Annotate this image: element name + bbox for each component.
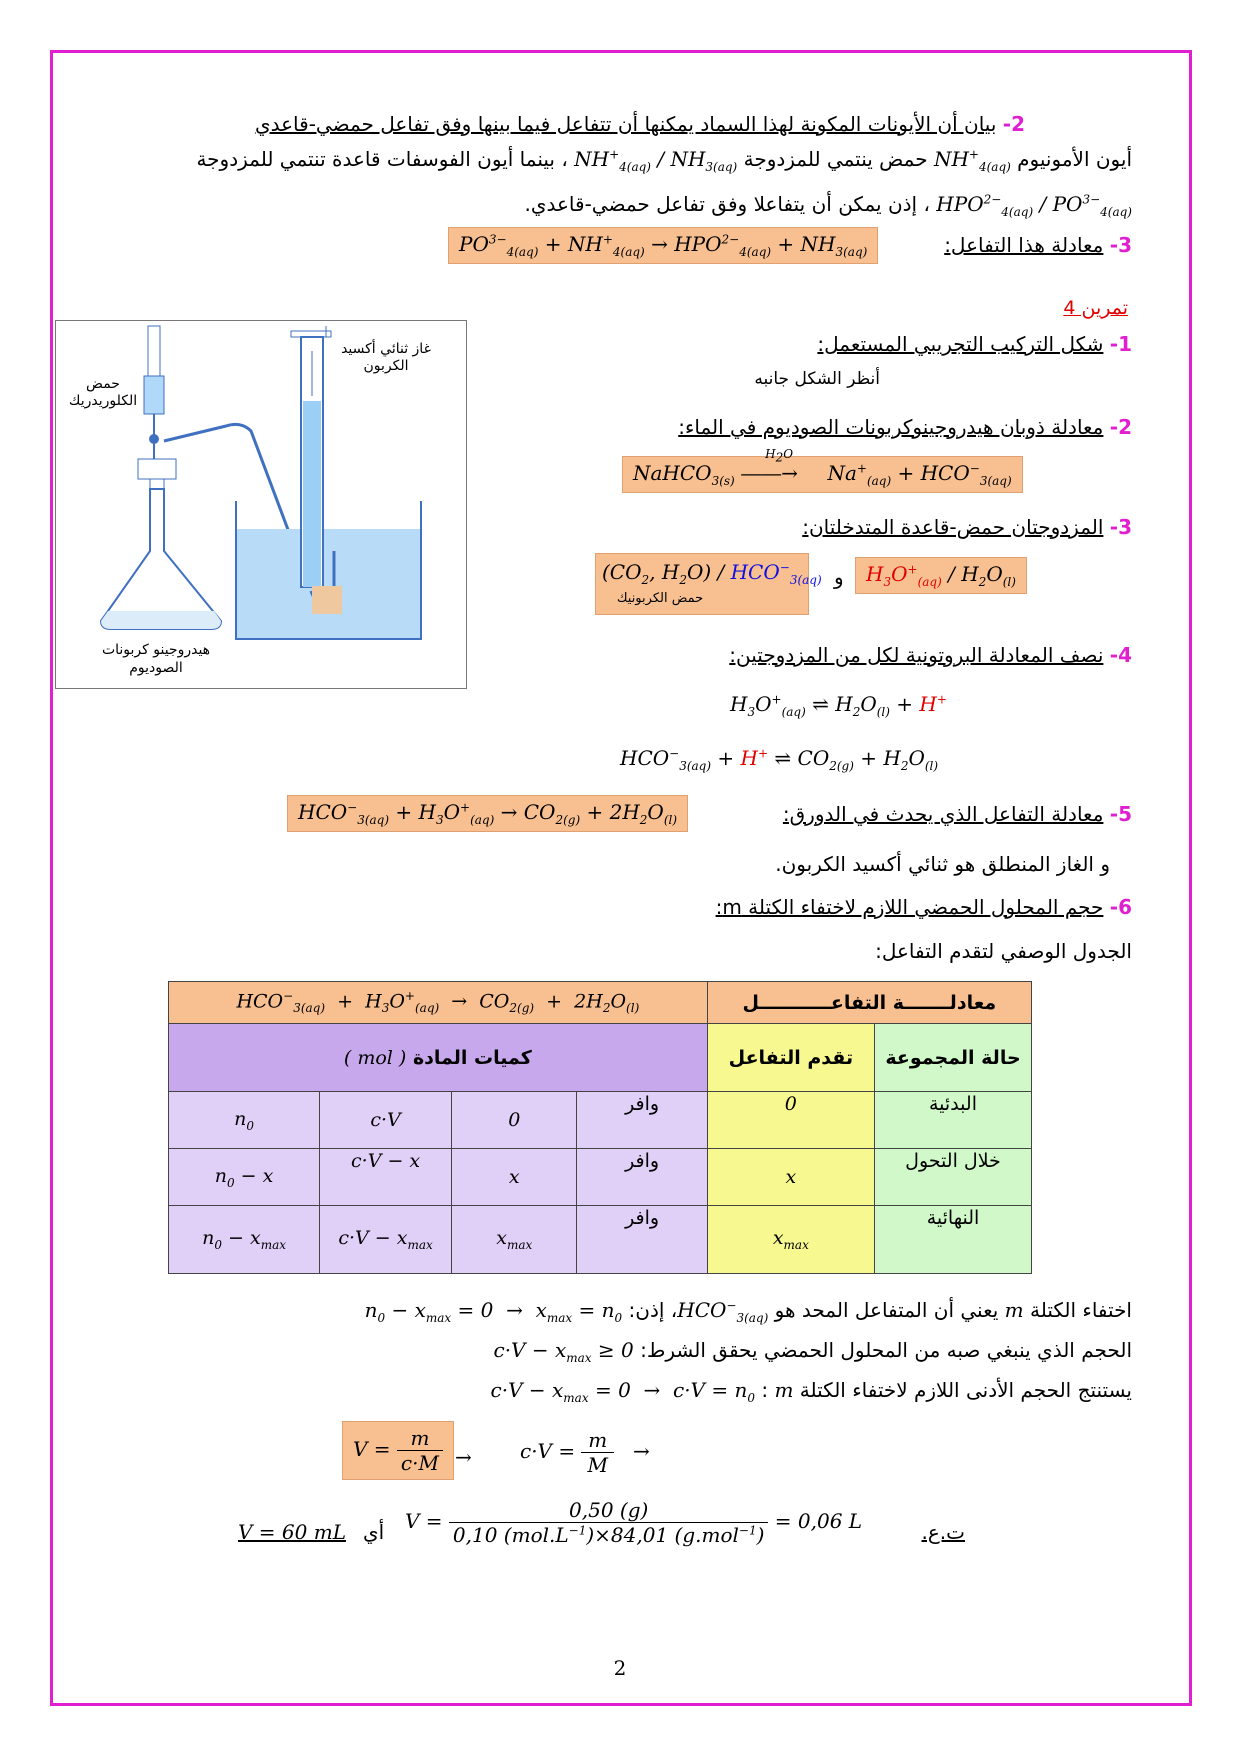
- conclusion-line1: اختفاء الكتلة m يعني أن المتفاعل المحد هو $HCO^-_{3(aq)}،$ إذن: $n_0 - x_{max} = 0 \to x_{max} = n_0$: [364, 1298, 1132, 1325]
- label-gas: غاز ثنائي أكسيد الكربون: [341, 341, 431, 374]
- label-salt: هيدروجينو كربونات الصوديوم: [101, 642, 211, 676]
- volume-formula: V = $\frac{m}{c\cdot M}$: [342, 1421, 454, 1480]
- section-2-line1: أيون الأمونيوم $NH^+_{4(aq)}$ حمض ينتمي للمزدوجة $NH^+_{4(aq)} / NH_{3(aq)}$ ، بينما أيون الفوسفات قاعدة تنتمي للمزدوجة: [196, 147, 1132, 174]
- section-2-line2: $HPO^{2-}_{4(aq)} / PO^{3-}_{4(aq)}$ ، إذن يمكن أن يتفاعلا وفق تفاعل حمضي-قاعدي.: [524, 192, 1132, 219]
- cell: وافر: [577, 1092, 707, 1149]
- section-title: حجم المحلول الحمضي اللازم لاختفاء الكتلة m:: [715, 895, 1104, 919]
- cell: وافر: [577, 1149, 707, 1206]
- table-row: $n_0 - x_{max}$ $c\cdot V - x_{max}$ $x_{max}$ وافر $x_{max}$ النهائية: [169, 1206, 1032, 1274]
- item-number: 3-: [1109, 515, 1132, 539]
- section-2: [125, 112, 1025, 136]
- text: يستنتج الحجم الأدنى اللازم لاختفاء الكتلة: [799, 1378, 1132, 1402]
- section-3: [944, 233, 1132, 257]
- table-row: $n_0 - x$ c·V − x x وافر x خلال التحول: [169, 1149, 1032, 1206]
- reaction-equation: $HCO^-_{3(aq)} + H_3O^+_{(aq)} \to CO_{2(g)} + 2H_2O_{(l)}$: [287, 795, 688, 832]
- half-equation-2: $HCO^-_{3(aq)} + H^+$ ⇌ $CO_{2(g)} + H_2O_{(l)}$: [620, 746, 939, 773]
- text: ت.ع.: [921, 1520, 965, 1544]
- question-5: [783, 802, 1132, 826]
- label-acid: حمض الكلوريدريك: [68, 376, 138, 409]
- table-header-reaction: معادلـــــــة التفاعـــــــــــل: [707, 982, 1031, 1024]
- final-result: V = 60 mL: [238, 1520, 346, 1544]
- text: أيون الأمونيوم: [1017, 147, 1132, 171]
- cell: وافر: [577, 1206, 707, 1274]
- cell: البدئية: [874, 1092, 1031, 1149]
- table-row: $n_0$ c·V 0 وافر 0 البدئية: [169, 1092, 1032, 1149]
- table-header-progress: تقدم التفاعل: [707, 1024, 874, 1092]
- q6-text: الجدول الوصفي لتقدم التفاعل:: [875, 939, 1132, 963]
- and-word: و: [834, 565, 844, 589]
- section-title: معادلة التفاعل الذي يحدث في الدورق:: [782, 802, 1104, 826]
- cell: x: [707, 1149, 874, 1206]
- couple-co2: ($CO_2$, $H_2O) / HCO^-_{3(aq)}$ حمض الكربونيك: [595, 553, 809, 615]
- section-title: معادلة ذوبان هيدروجينوكربونات الصوديوم في الماء:: [678, 415, 1104, 439]
- cell: خلال التحول: [874, 1149, 1031, 1206]
- text: حمض ينتمي للمزدوجة: [743, 147, 928, 171]
- text: ، بينما أيون الفوسفات قاعدة تنتمي للمزدوجة: [196, 147, 568, 171]
- item-number: 4-: [1109, 643, 1132, 667]
- item-number: 2-: [1002, 112, 1025, 136]
- item-number: 5-: [1109, 802, 1132, 826]
- page-number: 2: [613, 1656, 627, 1680]
- calc-result: = 0,06 L: [774, 1509, 863, 1533]
- volume-derivation: c·V = $\frac{m}{M}$ →: [520, 1428, 650, 1477]
- section-title: معادلة هذا التفاعل:: [944, 233, 1104, 257]
- item-number: 2-: [1109, 415, 1132, 439]
- cell: 0: [707, 1092, 874, 1149]
- text: الحجم الذي ينبغي صبه من المحلول الحمضي يحقق الشرط:: [640, 1338, 1132, 1362]
- text: ، إذن يمكن أن يتفاعلا وفق تفاعل حمضي-قاعدي.: [524, 192, 930, 216]
- item-number: 1-: [1109, 332, 1132, 356]
- half-equation-1: $H_3O^+_{(aq)}$ ⇌ $H_2O_{(l)} + H^+$: [730, 692, 947, 719]
- question-3: [802, 515, 1132, 539]
- quantities-label: كميات المادة: [412, 1046, 532, 1069]
- q5-text: و الغاز المنطلق هو ثنائي أكسيد الكربون.: [775, 852, 1110, 876]
- text: اختفاء الكتلة: [1029, 1298, 1132, 1322]
- unit-label: ( mol ): [343, 1046, 407, 1069]
- ay-word: أي: [363, 1520, 385, 1544]
- question-1: [817, 332, 1132, 356]
- table-header-state: حالة المجموعة: [874, 1024, 1031, 1092]
- text: يعني أن المتفاعل المحد هو: [774, 1298, 999, 1322]
- question-2: [678, 415, 1132, 439]
- brace-label: حمض الكربونيك: [616, 591, 704, 606]
- numeric-app-label: [922, 1520, 965, 1544]
- dissolution-equation: NaHCO$_{3(s)}$ ――→ $H_2O$ $Na^+_{(aq)} + HCO^-_{3(aq)}$: [622, 456, 1023, 493]
- exercise-heading: تمرين 4: [1063, 297, 1128, 319]
- text: ، إذن:: [628, 1298, 678, 1322]
- item-number: 3-: [1109, 233, 1132, 257]
- question-6: [716, 895, 1132, 919]
- section-title: المزدوجتان حمض-قاعدة المتدخلتان:: [802, 515, 1104, 539]
- item-number: 6-: [1109, 895, 1132, 919]
- section-title: شكل التركيب التجريبي المستعمل:: [817, 332, 1104, 356]
- arrow: →: [455, 1445, 472, 1469]
- cell: النهائية: [874, 1206, 1031, 1274]
- conclusion-line2: الحجم الذي ينبغي صبه من المحلول الحمضي يحقق الشرط: $c\cdot V - x_{max} \ge 0$: [493, 1338, 1132, 1365]
- section-title: نصف المعادلة البروتونية لكل من المزدوجتين:: [729, 643, 1104, 667]
- apparatus-figure: [55, 320, 467, 689]
- question-4: [729, 643, 1132, 667]
- q1-text: أنظر الشكل جانبه: [754, 369, 880, 389]
- progress-table: [168, 981, 1032, 1274]
- numeric-calc: V = $\frac{0,50 (g)}{0,10 (mol.L^{-1})\times 84,01 (g.mol^{-1})}$ = 0,06 L: [405, 1498, 863, 1547]
- conclusion-line3: يستنتج الحجم الأدنى اللازم لاختفاء الكتلة m : $c\cdot V - x_{max} = 0 \to c\cdot V = n_0$: [490, 1378, 1132, 1405]
- couple-h3o: $H_3O^+_{(aq)} / H_2O_{(l)}$: [855, 557, 1027, 594]
- section-title: بيان أن الأيونات المكونة لهذا السماد يمكنها أن تتفاعل فيما بينها وفق تفاعل حمضي-قاعدي: [254, 112, 997, 136]
- table-equation: $HCO^-_{3(aq)} + H_3O^+_{(aq)} \to CO_{2(g)} + 2H_2O_{(l)}$: [169, 982, 708, 1024]
- table-header-quantities: [169, 1024, 708, 1092]
- numerator: 0,50 (g): [569, 1498, 649, 1522]
- equation-box: $PO^{3-}_{4(aq)} + NH^+_{4(aq)} \to HPO^{2-}_{4(aq)} + NH_{3(aq)}$: [448, 227, 878, 264]
